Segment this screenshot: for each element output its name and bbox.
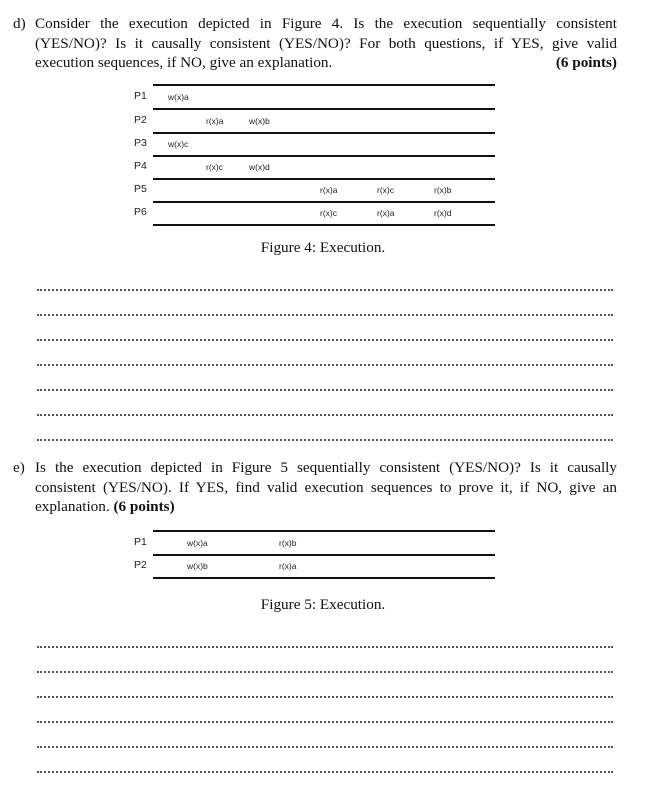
answer-line[interactable] — [37, 746, 613, 749]
operation: r(x)b — [434, 185, 452, 195]
operation: r(x)d — [434, 208, 452, 218]
operation: r(x)c — [206, 162, 223, 172]
figure-5 — [134, 530, 495, 580]
operation: r(x)a — [279, 561, 297, 571]
answer-line[interactable] — [37, 314, 613, 317]
question-d-text: Consider the execution depicted in Figure 4. Is the execution sequentially consistent (YES/NO)? Is it causally consistent (YES/NO)? For both questions, if YES, give valid execution sequences, if NO, give an explanation. — [35, 15, 617, 71]
operation: r(x)b — [279, 538, 297, 548]
question-e-points: (6 points) — [113, 498, 175, 515]
process-label: P6 — [134, 206, 147, 218]
process-label: P4 — [134, 160, 147, 172]
process-label: P2 — [134, 559, 147, 571]
process-row-p2 — [134, 110, 495, 134]
operation: r(x)a — [320, 185, 338, 195]
process-row-p1 — [134, 86, 495, 110]
figure-4 — [134, 84, 495, 226]
timeline — [153, 577, 495, 579]
process-label: P3 — [134, 137, 147, 149]
process-row-p5 — [134, 179, 495, 203]
answer-line[interactable] — [37, 364, 613, 367]
answer-line[interactable] — [37, 646, 613, 649]
answer-line[interactable] — [37, 671, 613, 674]
operation: w(x)c — [168, 139, 189, 149]
process-row-p4 — [134, 156, 495, 180]
answer-line[interactable] — [37, 414, 613, 417]
question-e-label: e) — [13, 459, 25, 476]
answer-line[interactable] — [37, 389, 613, 392]
process-row-p2 — [134, 555, 495, 579]
answer-line[interactable] — [37, 771, 613, 774]
process-label: P2 — [134, 114, 147, 126]
process-row-p1 — [134, 532, 495, 556]
question-d — [13, 14, 617, 73]
process-row-p6 — [134, 202, 495, 226]
answer-line[interactable] — [37, 439, 613, 442]
answer-line[interactable] — [37, 339, 613, 342]
process-label: P1 — [134, 536, 147, 548]
figure-4-caption: Figure 4: Execution. — [260, 239, 386, 256]
operation: w(x)a — [168, 92, 189, 102]
figure-5-caption: Figure 5: Execution. — [260, 596, 386, 613]
operation: w(x)b — [187, 561, 208, 571]
process-label: P1 — [134, 90, 147, 102]
process-label: P5 — [134, 183, 147, 195]
operation: r(x)c — [377, 185, 394, 195]
timeline — [153, 224, 495, 226]
question-e — [13, 458, 617, 517]
operation: w(x)d — [249, 162, 270, 172]
operation: r(x)a — [206, 116, 224, 126]
operation: r(x)a — [377, 208, 395, 218]
operation: w(x)a — [187, 538, 208, 548]
answer-line[interactable] — [37, 696, 613, 699]
question-d-label: d) — [13, 15, 26, 32]
question-e-text: Is the execution depicted in Figure 5 sequentially consistent (YES/NO)? Is it causally consistent (YES/NO). If YES, find valid execution sequences to prove it, if NO, give an explanation. — [35, 459, 617, 515]
question-d-points: (6 points) — [555, 54, 617, 71]
operation: w(x)b — [249, 116, 270, 126]
operation: r(x)c — [320, 208, 337, 218]
process-row-p3 — [134, 133, 495, 157]
answer-line[interactable] — [37, 721, 613, 724]
answer-line[interactable] — [37, 289, 613, 292]
